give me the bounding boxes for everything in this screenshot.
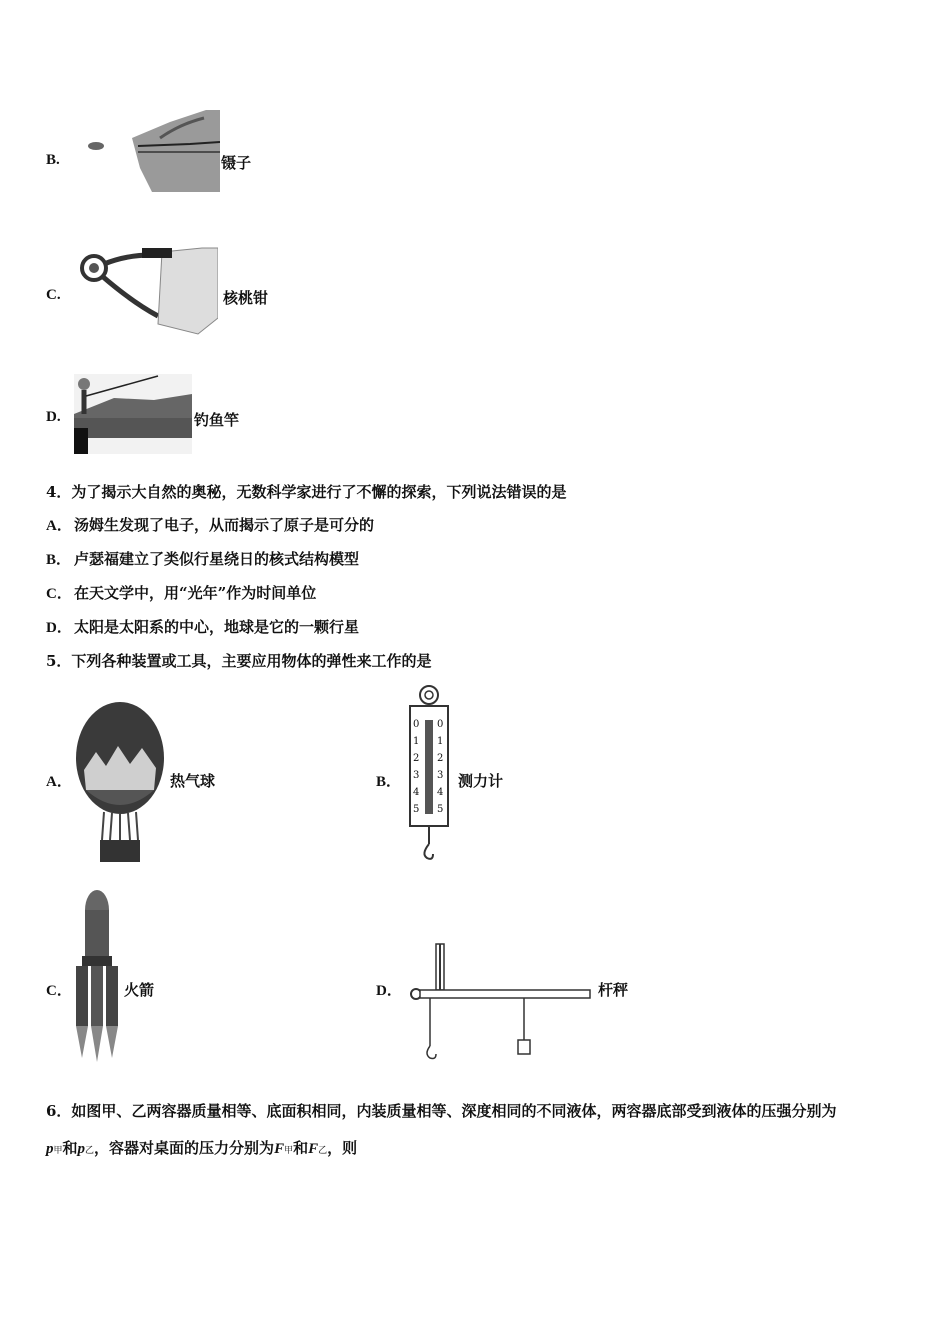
q4-stem: 4．为了揭示大自然的奥秘，无数科学家进行了不懈的探索，下列说法错误的是 <box>46 483 567 501</box>
scale-number: 0 <box>413 719 420 730</box>
option-letter: A． <box>46 518 72 534</box>
option-label: 核桃钳 <box>223 289 269 307</box>
scale-number: 4 <box>413 787 420 798</box>
option-label: 热气球 <box>170 772 216 790</box>
option-label: 测力计 <box>458 772 504 790</box>
hot-air-balloon-icon <box>72 700 168 864</box>
scale-number: 0 <box>437 719 444 730</box>
scale-number: 3 <box>413 770 420 781</box>
option-text: 卢瑟福建立了类似行星绕日的核式结构模型 <box>74 550 360 568</box>
fishing-rod-photo-icon <box>74 374 192 454</box>
tweezers-hand-photo-icon <box>80 108 220 196</box>
option-letter: C． <box>46 983 72 999</box>
option-label: 镊子 <box>221 154 252 172</box>
subscript-yi: 乙 <box>318 1146 328 1156</box>
option-letter: B． <box>376 774 402 790</box>
symbol-f: F <box>308 1141 319 1157</box>
option-label: 杆秤 <box>598 981 629 999</box>
option-text: 太阳是太阳系的中心，地球是它的一颗行星 <box>74 618 360 636</box>
scale-number: 4 <box>437 787 444 798</box>
scale-number: 2 <box>437 753 444 764</box>
q6-stem-line2 <box>46 1137 357 1158</box>
option-label: 钓鱼竿 <box>194 411 240 429</box>
option-letter: D. <box>46 409 61 425</box>
q6-stem-line1: 6．如图甲、乙两容器质量相等、底面积相同，内装质量相等、深度相同的不同液体，两容器底部受到液体的压强分别为 <box>46 1102 837 1120</box>
stem-middle: ，容器对桌面的压力分别为 <box>94 1139 275 1157</box>
subscript-yi: 乙 <box>85 1146 95 1156</box>
scale-number: 1 <box>437 736 444 747</box>
scale-number: 1 <box>413 736 420 747</box>
subscript-jia: 甲 <box>53 1146 63 1156</box>
option-letter: B． <box>46 552 72 568</box>
q5-stem: 5．下列各种装置或工具，主要应用物体的弹性来工作的是 <box>46 652 432 670</box>
option-letter: B. <box>46 152 60 168</box>
option-letter: D． <box>376 983 402 999</box>
symbol-f: F <box>274 1141 285 1157</box>
option-letter: C． <box>46 586 72 602</box>
steelyard-icon <box>406 940 596 1064</box>
nutcracker-hand-photo-icon <box>72 240 218 340</box>
option-letter: A． <box>46 774 72 790</box>
scale-number: 5 <box>413 804 420 815</box>
scale-number: 5 <box>437 804 444 815</box>
rocket-icon <box>72 888 122 1064</box>
stem-end: ，则 <box>327 1139 358 1157</box>
scale-number: 2 <box>413 753 420 764</box>
option-text: 在天文学中，用“光年”作为时间单位 <box>74 584 317 602</box>
conjunction: 和 <box>293 1139 309 1157</box>
symbol-p: p <box>77 1141 86 1157</box>
conjunction: 和 <box>62 1139 78 1157</box>
option-text: 汤姆生发现了电子，从而揭示了原子是可分的 <box>74 516 375 534</box>
option-letter: D． <box>46 620 72 636</box>
symbol-p: p <box>46 1141 54 1157</box>
subscript-jia: 甲 <box>284 1146 294 1156</box>
scale-number: 3 <box>437 770 444 781</box>
option-letter: C. <box>46 287 61 303</box>
option-label: 火箭 <box>124 981 155 999</box>
